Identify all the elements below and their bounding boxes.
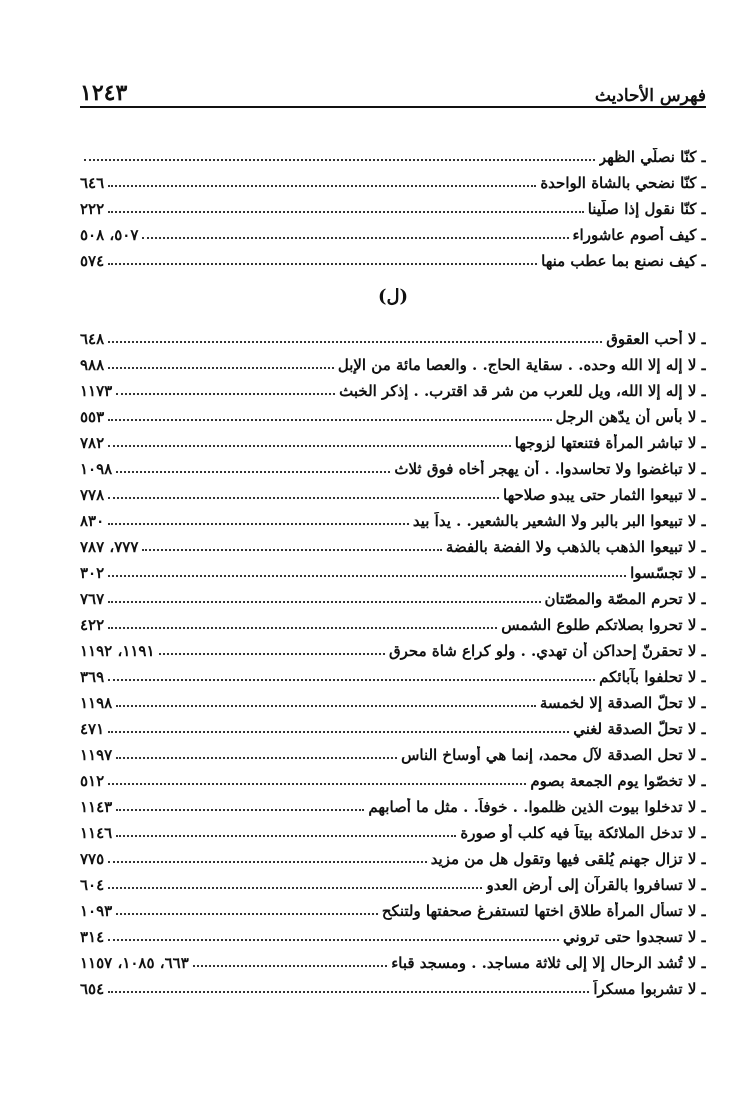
leader-dots bbox=[108, 679, 595, 681]
leader-dots bbox=[193, 965, 387, 967]
leader-dots bbox=[108, 419, 552, 421]
index-entry bbox=[80, 400, 706, 426]
entry-page-refs: ٦٥٤ bbox=[80, 980, 105, 998]
entry-text: ـ لا تسأل المرأة طلاق اختها لتستفرغ صحفتها ولتنكح bbox=[381, 902, 706, 920]
index-entry bbox=[80, 426, 706, 452]
leader-dots bbox=[108, 367, 334, 369]
group-lam bbox=[80, 322, 706, 998]
index-entry bbox=[80, 660, 706, 686]
entry-text: ـ لا تشربوا مسكراً bbox=[593, 980, 706, 998]
leader-dots bbox=[84, 159, 595, 161]
entry-text: ـ كنّا نصلّي الظهر bbox=[598, 148, 706, 166]
entry-page-refs: ٧٧٨ bbox=[80, 486, 105, 504]
index-entry bbox=[80, 842, 706, 868]
leader-dots bbox=[116, 757, 397, 759]
entry-page-refs: ١١٧٣ bbox=[80, 382, 113, 400]
index-entry bbox=[80, 322, 706, 348]
leader-dots bbox=[116, 835, 456, 837]
entry-text: ـ كيف أصوم عاشوراء bbox=[572, 226, 706, 244]
index-entry bbox=[80, 790, 706, 816]
entry-page-refs: ٩٨٨ bbox=[80, 356, 105, 374]
entry-page-refs: ١١٩٧ bbox=[80, 746, 113, 764]
index-entry bbox=[80, 582, 706, 608]
header-rule bbox=[80, 106, 706, 108]
entry-page-refs: ٨٣٠ bbox=[80, 512, 105, 530]
entry-page-refs: ٥٥٣ bbox=[80, 408, 105, 426]
entry-page-refs: ٦٤٨ bbox=[80, 330, 105, 348]
entry-page-refs: ٥٠٧، ٥٠٨ bbox=[80, 226, 139, 244]
entry-text: ـ لا تسافروا بالقرآن إلى أرض العدو bbox=[486, 876, 706, 894]
index-entry bbox=[80, 478, 706, 504]
entry-page-refs: ٤٢٢ bbox=[80, 616, 105, 634]
leader-dots bbox=[108, 341, 602, 343]
entry-text: ـ لا إله إلا الله وحده. . سقاية الحاج. . والعصا مائة من الإبل bbox=[337, 356, 706, 374]
entry-page-refs: ٧٧٥ bbox=[80, 850, 105, 868]
entry-page-refs: ٣٠٢ bbox=[80, 564, 105, 582]
leader-dots bbox=[108, 211, 584, 213]
index-entry bbox=[80, 712, 706, 738]
entry-page-refs: ١٠٩٣ bbox=[80, 902, 113, 920]
entry-text: ـ كنّا نقول إذا صلّينا bbox=[587, 200, 706, 218]
entry-text: ـ لا تدخل الملائكة بيتاً فيه كلب أو صورة bbox=[460, 824, 706, 842]
entry-text: ـ لا تخصّوا يوم الجمعة بصوم bbox=[530, 772, 706, 790]
entry-text: ـ لا تحل الصدقة لآل محمد، إنما هي أوساخ الناس bbox=[401, 746, 706, 764]
entry-page-refs: ٥٧٤ bbox=[80, 252, 105, 270]
entry-text: ـ لا تباغضوا ولا تحاسدوا. . أن يهجر أخاه فوق ثلاث bbox=[394, 460, 706, 478]
leader-dots bbox=[108, 731, 569, 733]
entry-page-refs: ٧٧٧، ٧٨٧ bbox=[80, 538, 139, 556]
entry-text: ـ لا تباشر المرأة فتنعتها لزوجها bbox=[514, 434, 706, 452]
leader-dots bbox=[142, 549, 441, 551]
entry-page-refs: ٧٦٧ bbox=[80, 590, 105, 608]
index-entry bbox=[80, 608, 706, 634]
leader-dots bbox=[108, 861, 427, 863]
group-kaf bbox=[80, 140, 706, 270]
index-entries bbox=[80, 140, 706, 998]
index-entry bbox=[80, 946, 706, 972]
leader-dots bbox=[108, 575, 626, 577]
index-entry bbox=[80, 634, 706, 660]
entry-page-refs: ٣١٤ bbox=[80, 928, 105, 946]
entry-text: ـ لا تُشد الرحال إلا إلى ثلاثة مساجد. . ومسجد قباء bbox=[391, 954, 706, 972]
index-entry bbox=[80, 192, 706, 218]
index-entry bbox=[80, 556, 706, 582]
leader-dots bbox=[108, 185, 536, 187]
entry-page-refs: ٧٨٢ bbox=[80, 434, 105, 452]
leader-dots bbox=[116, 471, 390, 473]
index-entry bbox=[80, 530, 706, 556]
index-entry bbox=[80, 764, 706, 790]
index-entry bbox=[80, 374, 706, 400]
entry-text: ـ لا تحرم المصّة والمصّتان bbox=[544, 590, 706, 608]
entry-text: ـ لا تحقرنّ إحداكن أن تهدي. . ولو كراع شاة محرق bbox=[388, 642, 706, 660]
entry-page-refs: ١٠٩٨ bbox=[80, 460, 113, 478]
index-entry bbox=[80, 894, 706, 920]
entry-text: ـ لا تجسّسوا bbox=[630, 564, 706, 582]
entry-text: ـ لا تبيعوا الذهب بالذهب ولا الفضة بالفضة bbox=[445, 538, 706, 556]
leader-dots bbox=[108, 263, 537, 265]
index-entry bbox=[80, 166, 706, 192]
entry-text: ـ لا بأس أن يدّهن الرجل bbox=[555, 408, 706, 426]
entry-page-refs: ١١٤٦ bbox=[80, 824, 113, 842]
entry-text: ـ كنّا نضحي بالشاة الواحدة bbox=[540, 174, 706, 192]
leader-dots bbox=[142, 237, 568, 239]
entry-text: ـ لا تحلّ الصدقة لغني bbox=[573, 720, 706, 738]
index-entry bbox=[80, 920, 706, 946]
leader-dots bbox=[116, 913, 378, 915]
entry-text: ـ لا تحلّ الصدقة إلا لخمسة bbox=[539, 694, 706, 712]
index-entry bbox=[80, 816, 706, 842]
entry-page-refs: ٦٠٤ bbox=[80, 876, 105, 894]
index-entry bbox=[80, 972, 706, 998]
section-heading-lam: (ل) bbox=[377, 285, 409, 307]
entry-text: ـ لا تبيعوا الثمار حتى يبدو صلاحها bbox=[503, 486, 706, 504]
leader-dots bbox=[108, 783, 526, 785]
entry-page-refs: ١١٩٨ bbox=[80, 694, 113, 712]
entry-page-refs: ١١٤٣ bbox=[80, 798, 113, 816]
index-entry bbox=[80, 868, 706, 894]
entry-page-refs: ٦٤٦ bbox=[80, 174, 105, 192]
page-header bbox=[80, 72, 706, 106]
entry-text: ـ لا أحب العقوق bbox=[606, 330, 706, 348]
entry-text: ـ كيف نصنع بما عطب منها bbox=[541, 252, 706, 270]
entry-page-refs: ٥١٢ bbox=[80, 772, 105, 790]
running-title: فهرس الأحاديث bbox=[594, 86, 706, 106]
entry-text: ـ لا تبيعوا البر بالبر ولا الشعير بالشعير. . يداً بيد bbox=[412, 512, 706, 530]
entry-page-refs: ٢٢٢ bbox=[80, 200, 105, 218]
entry-page-refs: ٤٧١ bbox=[80, 720, 105, 738]
leader-dots bbox=[116, 393, 335, 395]
entry-text: ـ لا تدخلوا بيوت الذين ظلموا. . خوفاً. . مثل ما أصابهم bbox=[368, 798, 706, 816]
entry-text: ـ لا تحروا بصلاتكم طلوع الشمس bbox=[501, 616, 706, 634]
entry-text: ـ لا إله إلا الله، ويل للعرب من شر قد اقترب. . إذكر الخبث bbox=[339, 382, 706, 400]
index-entry bbox=[80, 738, 706, 764]
leader-dots bbox=[108, 601, 540, 603]
leader-dots bbox=[116, 705, 536, 707]
index-entry bbox=[80, 686, 706, 712]
leader-dots bbox=[108, 627, 497, 629]
index-entry bbox=[80, 504, 706, 530]
leader-dots bbox=[108, 497, 499, 499]
index-entry bbox=[80, 218, 706, 244]
leader-dots bbox=[108, 887, 482, 889]
entry-text: ـ لا تسجدوا حتى تروني bbox=[562, 928, 706, 946]
index-entry bbox=[80, 244, 706, 270]
entry-page-refs: ١١٩١، ١١٩٢ bbox=[80, 642, 155, 660]
index-entry bbox=[80, 140, 706, 166]
leader-dots bbox=[108, 445, 511, 447]
entry-text: ـ لا تزال جهنم يُلقى فيها وتقول هل من مزيد bbox=[430, 850, 706, 868]
entry-text: ـ لا تحلفوا بآبائكم bbox=[599, 668, 706, 686]
leader-dots bbox=[108, 991, 589, 993]
leader-dots bbox=[108, 939, 559, 941]
leader-dots bbox=[159, 653, 385, 655]
index-entry bbox=[80, 348, 706, 374]
index-entry bbox=[80, 452, 706, 478]
leader-dots bbox=[116, 809, 364, 811]
entry-page-refs: ٦٦٣، ١٠٨٥، ١١٥٧ bbox=[80, 954, 189, 972]
page-number: ١٢٤٣ bbox=[80, 80, 128, 106]
leader-dots bbox=[108, 523, 409, 525]
entry-page-refs: ٣٦٩ bbox=[80, 668, 105, 686]
